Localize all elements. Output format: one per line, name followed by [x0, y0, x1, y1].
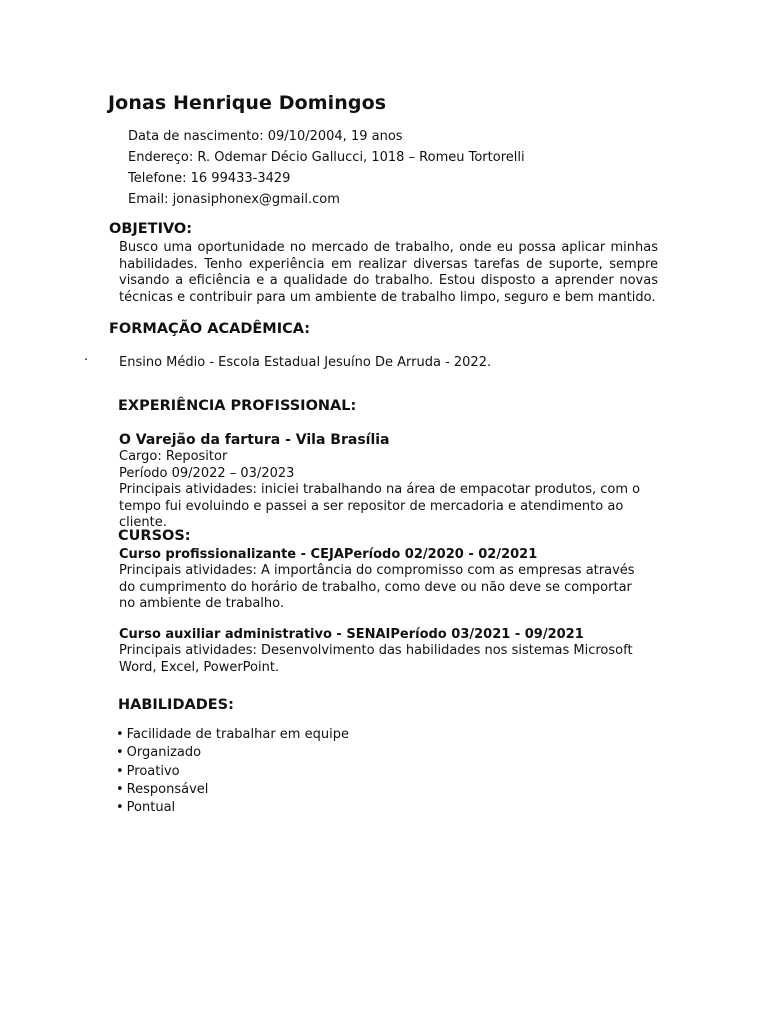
birth-date: Data de nascimento: 09/10/2004, 19 anos: [128, 129, 403, 144]
course-title: Curso profissionalizante - CEJAPeríodo 02/2020 - 02/2021: [119, 547, 538, 562]
education-item: Ensino Médio - Escola Estadual Jesuíno De Arruda - 2022.: [119, 355, 492, 370]
course-title: Curso auxiliar administrativo - SENAIPeríodo 03/2021 - 09/2021: [119, 627, 584, 642]
address: Endereço: R. Odemar Décio Gallucci, 1018 – Romeu Tortorelli: [128, 150, 525, 165]
course-activities: Principais atividades: A importância do compromisso com as empresas através do cumprimento do horário de trabalho, como deve ou não deve se comportar no ambiente de trabalho.: [119, 563, 635, 612]
skills-heading: HABILIDADES:: [118, 697, 234, 713]
course-entry: [119, 627, 659, 676]
courses-heading: CURSOS:: [118, 528, 191, 544]
email: Email: jonasiphonex@gmail.com: [128, 192, 340, 207]
course-entry: [119, 547, 647, 613]
course-activities: Principais atividades: Desenvolvimento das habilidades nos sistemas Microsoft Word, Excel, PowerPoint.: [119, 643, 633, 675]
skill-item: • Responsável: [116, 781, 349, 799]
phone: Telefone: 16 99433-3429: [128, 171, 291, 186]
experience-role: Cargo: Repositor: [119, 449, 228, 465]
skills-list: [116, 726, 349, 817]
skill-item: • Pontual: [116, 799, 349, 817]
skill-item: • Organizado: [116, 744, 349, 762]
objective-heading: OBJETIVO:: [109, 221, 193, 237]
education-heading: FORMAÇÃO ACADÊMICA:: [109, 321, 311, 337]
experience-heading: EXPERIÊNCIA PROFISSIONAL:: [118, 398, 357, 414]
experience-entry: [119, 432, 671, 531]
objective-text: Busco uma oportunidade no mercado de trabalho, onde eu possa aplicar minhas habilidades. Tenho experiência em realizar diversas tarefas de suporte, sempre visando a eficiência e a qualidade do trabalho. Estou disposto a aprender novas técnicas e contribuir para um ambiente de trabalho limpo, seguro e bem mantido.: [119, 240, 658, 305]
experience-company: O Varejão da fartura - Vila Brasília: [119, 432, 390, 448]
skill-item: • Proativo: [116, 763, 349, 781]
education-bullet: ·: [84, 353, 89, 368]
contact-info: [128, 126, 525, 210]
skill-item: • Facilidade de trabalhar em equipe: [116, 726, 349, 744]
experience-activities: Principais atividades: iniciei trabalhando na área de empacotar produtos, com o tempo fui evoluindo e passei a ser repositor de mercadoria e atendimento ao cliente.: [119, 482, 641, 531]
candidate-name: Jonas Henrique Domingos: [108, 92, 387, 114]
experience-period: Período 09/2022 – 03/2023: [119, 465, 295, 481]
